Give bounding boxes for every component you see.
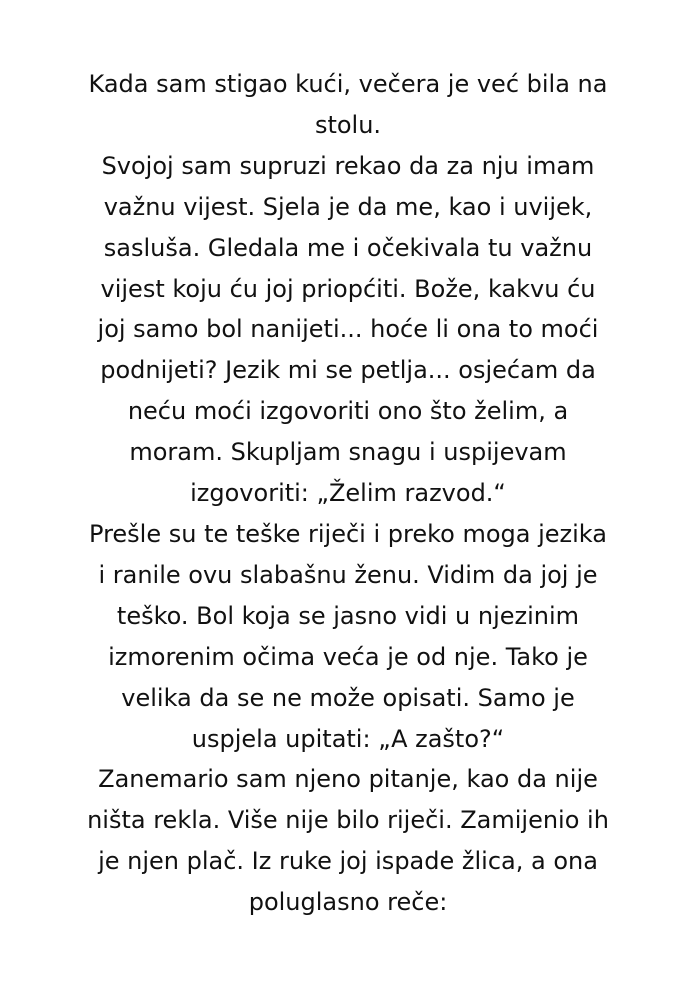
story-line-5: sasluša. Gledala me i očekivala tu važnu xyxy=(103,233,593,262)
story-line-15: izmorenim očima veća je od nje. Tako je xyxy=(108,642,588,671)
story-line-3: Svojoj sam supruzi rekao da za nju imam xyxy=(101,151,595,180)
story-line-4: važnu vijest. Sjela je da me, kao i uvijek, xyxy=(103,192,593,221)
story-line-7: joj samo bol nanijeti... hoće li ona to moći xyxy=(97,315,599,344)
story-line-17: uspjela upitati: „A zašto?“ xyxy=(191,724,505,753)
story-line-9: neću moći izgovoriti ono što želim, a xyxy=(127,397,569,426)
story-text xyxy=(20,64,676,923)
story-line-1: Kada sam stigao kući, večera je već bila na xyxy=(88,70,608,98)
story-line-21: poluglasno reče: xyxy=(248,888,448,917)
story-line-2: stolu. xyxy=(314,110,382,139)
story-line-10: moram. Skupljam snagu i uspijevam xyxy=(129,438,567,467)
story-line-19: ništa rekla. Više nije bilo riječi. Zamijenio ih xyxy=(87,806,609,835)
story-line-11: izgovoriti: „Želim razvod.“ xyxy=(190,479,506,508)
story-line-20: je njen plač. Iz ruke joj ispade žlica, a ona xyxy=(98,847,598,876)
story-line-12: Prešle su te teške riječi i preko moga jezika xyxy=(89,519,607,548)
story-line-14: teško. Bol koja se jasno vidi u njezinim xyxy=(116,601,580,630)
story-line-18: Zanemario sam njeno pitanje, kao da nije xyxy=(98,765,598,794)
story-line-13: i ranile ovu slabašnu ženu. Vidim da joj je xyxy=(98,560,598,589)
story-line-6: vijest koju ću joj priopćiti. Bože, kakvu ću xyxy=(100,274,596,303)
story-line-16: velika da se ne može opisati. Samo je xyxy=(121,683,575,712)
story-line-8: podnijeti? Jezik mi se petlja... osjećam da xyxy=(100,356,596,385)
